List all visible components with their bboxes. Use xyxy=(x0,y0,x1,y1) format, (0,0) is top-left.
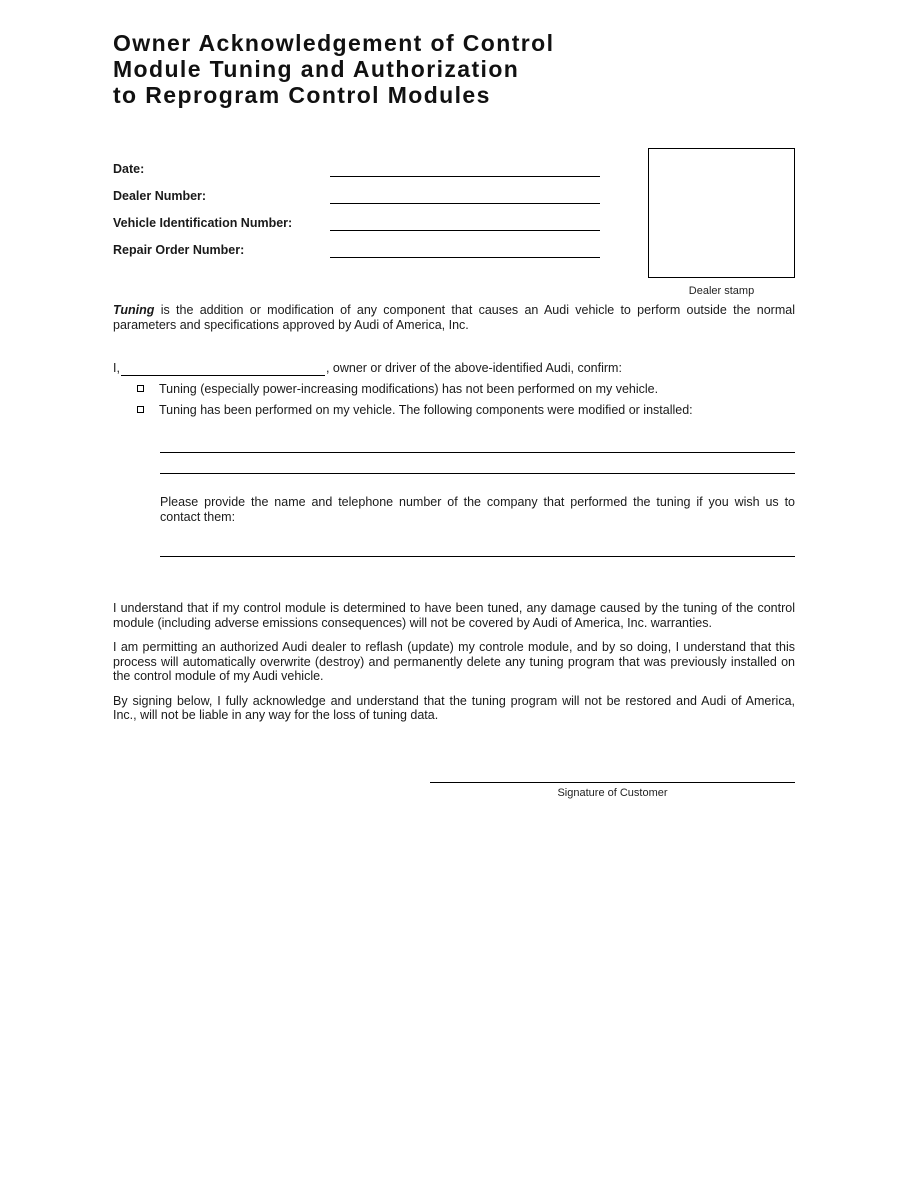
checkbox-row-tuning-performed xyxy=(137,403,795,418)
dealer-number-input-line[interactable] xyxy=(330,188,600,204)
field-row-repair-order xyxy=(113,231,600,258)
date-label: Date: xyxy=(113,162,145,176)
title-line-2: Module Tuning and Authorization xyxy=(113,56,520,82)
contact-input-line[interactable] xyxy=(160,536,795,557)
field-row-date xyxy=(113,150,600,177)
dealer-stamp-box xyxy=(648,148,795,278)
title-line-3: to Reprogram Control Modules xyxy=(113,82,491,108)
legal-paragraph-liability: By signing below, I fully acknowledge and understand that the tuning program will not be restored and Audi of America, Inc., will not be liable in any way for the loss of tuning data. xyxy=(113,693,795,722)
tuning-term: Tuning xyxy=(113,303,155,317)
title-line-1: Owner Acknowledgement of Control xyxy=(113,30,555,56)
dealer-stamp-caption: Dealer stamp xyxy=(688,285,755,297)
repair-order-label: Repair Order Number: xyxy=(113,243,245,257)
signature-block xyxy=(430,765,795,799)
components-input-line-1[interactable] xyxy=(160,432,795,453)
vin-input-line[interactable] xyxy=(330,215,600,231)
form-fields xyxy=(113,150,600,258)
field-row-dealer-number xyxy=(113,177,600,204)
repair-order-input-line[interactable] xyxy=(330,242,600,258)
tuning-definition-paragraph xyxy=(113,303,795,332)
legal-section xyxy=(113,601,795,723)
legal-paragraph-reflash: I am permitting an authorized Audi dealer to reflash (update) my controle module, and by so doing, I understand that this process will automatically overwrite (destroy) and permanently delete any tuning program that was previously installed on the control module of my Audi vehicle. xyxy=(113,640,795,683)
customer-signature-line[interactable] xyxy=(430,765,795,783)
components-input-line-2[interactable] xyxy=(160,453,795,474)
confirm-prefix: I, xyxy=(113,361,120,375)
no-tuning-checkbox[interactable] xyxy=(137,385,144,392)
tuning-performed-checkbox[interactable] xyxy=(137,406,144,413)
tuning-performed-label: Tuning has been performed on my vehicle. The following components were modified or installed: xyxy=(159,403,693,417)
confirm-suffix: , owner or driver of the above-identified Audi, confirm: xyxy=(325,361,622,375)
signature-caption: Signature of Customer xyxy=(557,786,668,799)
checkbox-row-no-tuning xyxy=(137,382,795,397)
no-tuning-label: Tuning (especially power-increasing modifications) has not been performed on my vehicle. xyxy=(159,382,659,396)
date-input-line[interactable] xyxy=(330,161,600,177)
contact-note: Please provide the name and telephone number of the company that performed the tuning if you wish us to contact them: xyxy=(160,495,795,524)
owner-name-input-line[interactable] xyxy=(121,362,325,376)
dealer-number-label: Dealer Number: xyxy=(113,189,207,203)
field-row-vin xyxy=(113,204,600,231)
page-title xyxy=(113,30,795,108)
vin-label: Vehicle Identification Number: xyxy=(113,216,293,230)
legal-paragraph-warranty: I understand that if my control module is determined to have been tuned, any damage caused by the tuning of the control module (including adverse emissions consequences) will not be covered by Audi of America, Inc. warranties. xyxy=(113,601,795,630)
owner-confirmation-line xyxy=(113,361,795,376)
tuning-definition-text: is the addition or modification of any component that causes an Audi vehicle to perform outside the normal parameters and specifications approved by Audi of America, Inc. xyxy=(113,303,795,332)
components-write-lines xyxy=(160,432,795,474)
